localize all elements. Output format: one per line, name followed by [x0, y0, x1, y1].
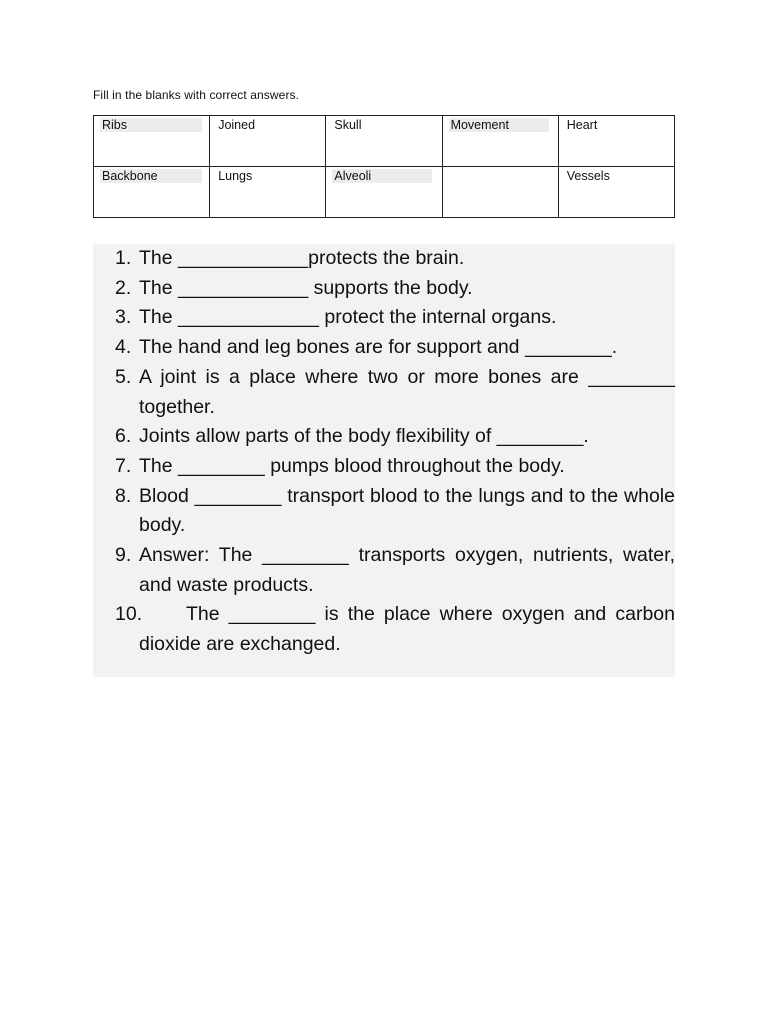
word-bank-cell	[326, 116, 442, 167]
question-text: The ____________protects the brain.	[139, 247, 465, 269]
word-bank-word: Movement	[449, 118, 549, 132]
word-bank-row	[94, 116, 675, 167]
question-number: 5.	[115, 365, 132, 388]
word-bank-cell	[210, 116, 326, 167]
word-bank-cell	[558, 167, 674, 218]
question-text: The hand and leg bones are for support and ________.	[139, 336, 618, 359]
question-item	[93, 244, 675, 274]
question-number: 7.	[115, 454, 132, 477]
word-bank-word: Backbone	[100, 169, 202, 183]
word-bank-cell	[442, 116, 558, 167]
question-text: A joint is a place where two or more bones are ________ together.	[139, 365, 675, 418]
question-text: Answer: The ________ transports oxygen, nutrients, water, and waste products.	[139, 544, 675, 596]
question-item	[93, 363, 675, 422]
word-bank-cell	[94, 167, 210, 218]
question-item	[93, 452, 675, 482]
question-item	[93, 274, 675, 304]
question-number: 6.	[115, 425, 132, 448]
question-item	[93, 303, 675, 333]
word-bank-row	[94, 167, 675, 218]
word-bank-cell	[326, 167, 442, 218]
question-number: 10.	[115, 603, 143, 626]
question-text: The ____________ supports the body.	[139, 276, 473, 299]
word-bank-word: Alveoli	[332, 169, 432, 183]
word-bank-table	[93, 115, 675, 218]
word-bank-word: Heart	[566, 118, 598, 132]
word-bank-word: Vessels	[566, 169, 610, 183]
question-text: The ________ pumps blood throughout the body.	[139, 454, 565, 477]
question-text: The ________ is the place where oxygen and carbon dioxide are exchanged.	[139, 603, 675, 656]
question-number: 2.	[115, 276, 132, 299]
question-number: 8.	[115, 484, 132, 507]
word-bank-cell	[94, 116, 210, 167]
question-text: Blood ________ transport blood to the lungs and to the whole body.	[139, 484, 675, 537]
question-number: 1.	[115, 247, 132, 269]
word-bank-word: Lungs	[218, 169, 253, 183]
word-bank-cell	[210, 167, 326, 218]
question-text: Joints allow parts of the body flexibility of ________.	[139, 425, 589, 448]
question-item	[93, 422, 675, 452]
questions-list	[93, 244, 675, 660]
question-item	[93, 541, 675, 600]
instruction-text: Fill in the blanks with correct answers.	[93, 88, 300, 102]
word-bank-cell	[442, 167, 558, 218]
question-text: The _____________ protect the internal organs.	[139, 306, 557, 329]
question-item	[93, 600, 675, 659]
word-bank-word: Skull	[334, 118, 362, 132]
question-number: 9.	[115, 544, 132, 567]
word-bank-word: Joined	[218, 118, 256, 132]
question-item	[93, 333, 675, 363]
question-item	[93, 482, 675, 541]
question-number: 3.	[115, 306, 132, 329]
word-bank-word: Ribs	[100, 118, 202, 132]
word-bank-cell	[558, 116, 674, 167]
question-number: 4.	[115, 336, 132, 359]
